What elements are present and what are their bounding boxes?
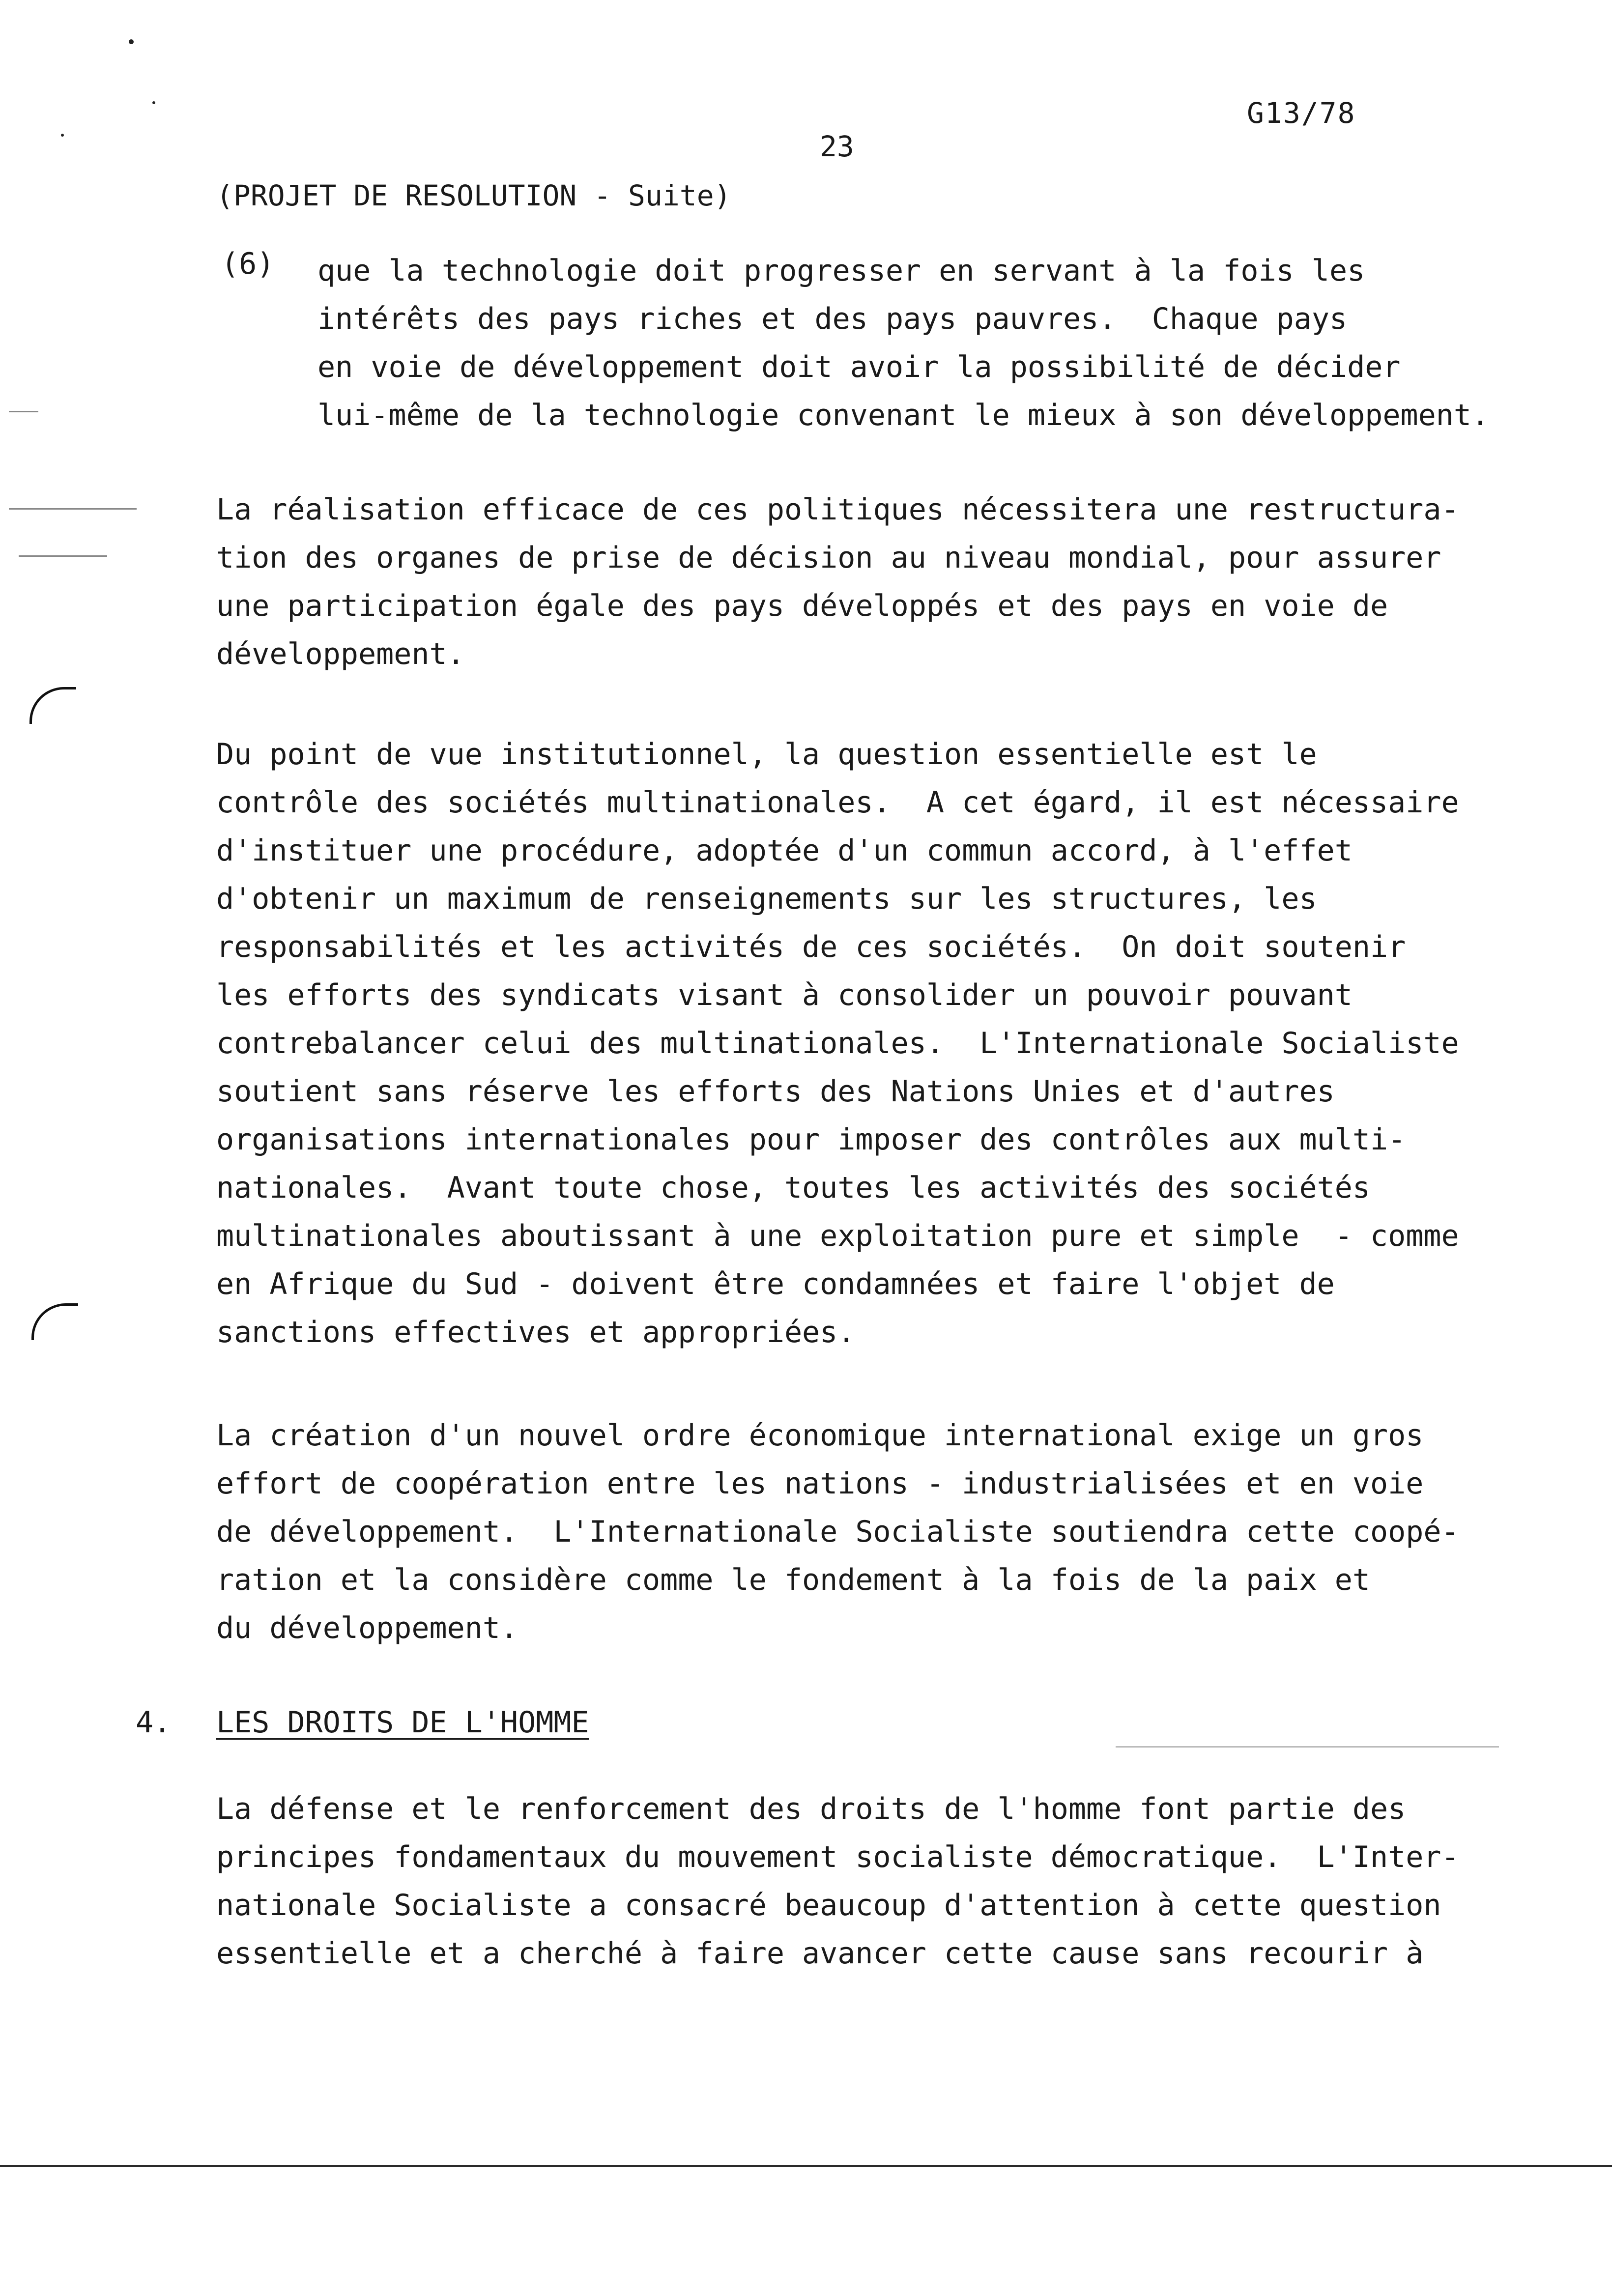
text-line: intérêts des pays riches et des pays pauvres. Chaque pays	[317, 302, 1348, 336]
scan-speck	[61, 134, 64, 137]
continued-heading: (PROJET DE RESOLUTION - Suite)	[216, 179, 731, 212]
text-line: soutient sans réserve les efforts des Nations Unies et d'autres	[216, 1074, 1335, 1109]
paragraph	[216, 1411, 1612, 1652]
text-line: La création d'un nouvel ordre économique international exige un gros	[216, 1418, 1424, 1453]
text-line: développement.	[216, 637, 465, 671]
section-title: LES DROITS DE L'HOMME	[216, 1705, 589, 1740]
page-bottom-rule	[0, 2165, 1612, 2167]
text-line: organisations internationales pour imposer des contrôles aux multi-	[216, 1122, 1406, 1157]
list-item-number: (6)	[221, 247, 275, 281]
page-number: 23	[820, 130, 854, 163]
text-line: d'instituer une procédure, adoptée d'un commun accord, à l'effet	[216, 833, 1353, 868]
section-number: 4.	[136, 1705, 172, 1740]
scan-dash	[9, 411, 38, 412]
text-line: La réalisation efficace de ces politiques nécessitera une restructura-	[216, 492, 1459, 527]
text-line: du développement.	[216, 1611, 518, 1645]
text-line: contrebalancer celui des multinationales. L'Internationale Socialiste	[216, 1026, 1459, 1061]
scan-speck	[152, 101, 155, 104]
text-line: essentielle et a cherché à faire avancer cette cause sans recourir à	[216, 1936, 1424, 1971]
text-line: La défense et le renforcement des droits de l'homme font partie des	[216, 1792, 1406, 1826]
document-reference: G13/78	[1247, 96, 1356, 130]
text-line: les efforts des syndicats visant à consolider un pouvoir pouvant	[216, 978, 1353, 1012]
margin-bracket-mark	[29, 687, 76, 724]
scan-dash	[19, 555, 107, 557]
list-item-text	[317, 247, 1605, 439]
text-line: multinationales aboutissant à une exploitation pure et simple - comme	[216, 1219, 1459, 1253]
text-line: effort de coopération entre les nations - industrialisées et en voie	[216, 1466, 1424, 1501]
text-line: Du point de vue institutionnel, la question essentielle est le	[216, 737, 1317, 772]
text-line: en Afrique du Sud - doivent être condamnées et faire l'objet de	[216, 1267, 1335, 1301]
text-line: responsabilités et les activités de ces sociétés. On doit soutenir	[216, 930, 1406, 964]
text-line: d'obtenir un maximum de renseignements sur les structures, les	[216, 882, 1317, 916]
text-line: de développement. L'Internationale Socialiste soutiendra cette coopé-	[216, 1515, 1459, 1549]
scan-speck	[129, 39, 134, 44]
scan-dash	[9, 508, 137, 510]
text-line: sanctions effectives et appropriées.	[216, 1315, 856, 1349]
text-line: une participation égale des pays développés et des pays en voie de	[216, 589, 1388, 623]
text-line: contrôle des sociétés multinationales. A cet égard, il est nécessaire	[216, 785, 1459, 820]
margin-bracket-mark	[31, 1303, 78, 1340]
scan-dash	[1116, 1746, 1499, 1748]
paragraph	[216, 1785, 1612, 1978]
text-line: nationale Socialiste a consacré beaucoup d'attention à cette question	[216, 1888, 1441, 1923]
text-line: en voie de développement doit avoir la possibilité de décider	[317, 350, 1401, 384]
text-line: principes fondamentaux du mouvement socialiste démocratique. L'Inter-	[216, 1840, 1459, 1874]
text-line: lui-même de la technologie convenant le mieux à son développement.	[317, 398, 1490, 432]
paragraph	[216, 730, 1612, 1356]
paragraph	[216, 486, 1612, 678]
text-line: que la technologie doit progresser en servant à la fois les	[317, 254, 1365, 288]
text-line: ration et la considère comme le fondement à la fois de la paix et	[216, 1563, 1370, 1597]
text-line: nationales. Avant toute chose, toutes les activités des sociétés	[216, 1171, 1370, 1205]
text-line: tion des organes de prise de décision au niveau mondial, pour assurer	[216, 541, 1441, 575]
